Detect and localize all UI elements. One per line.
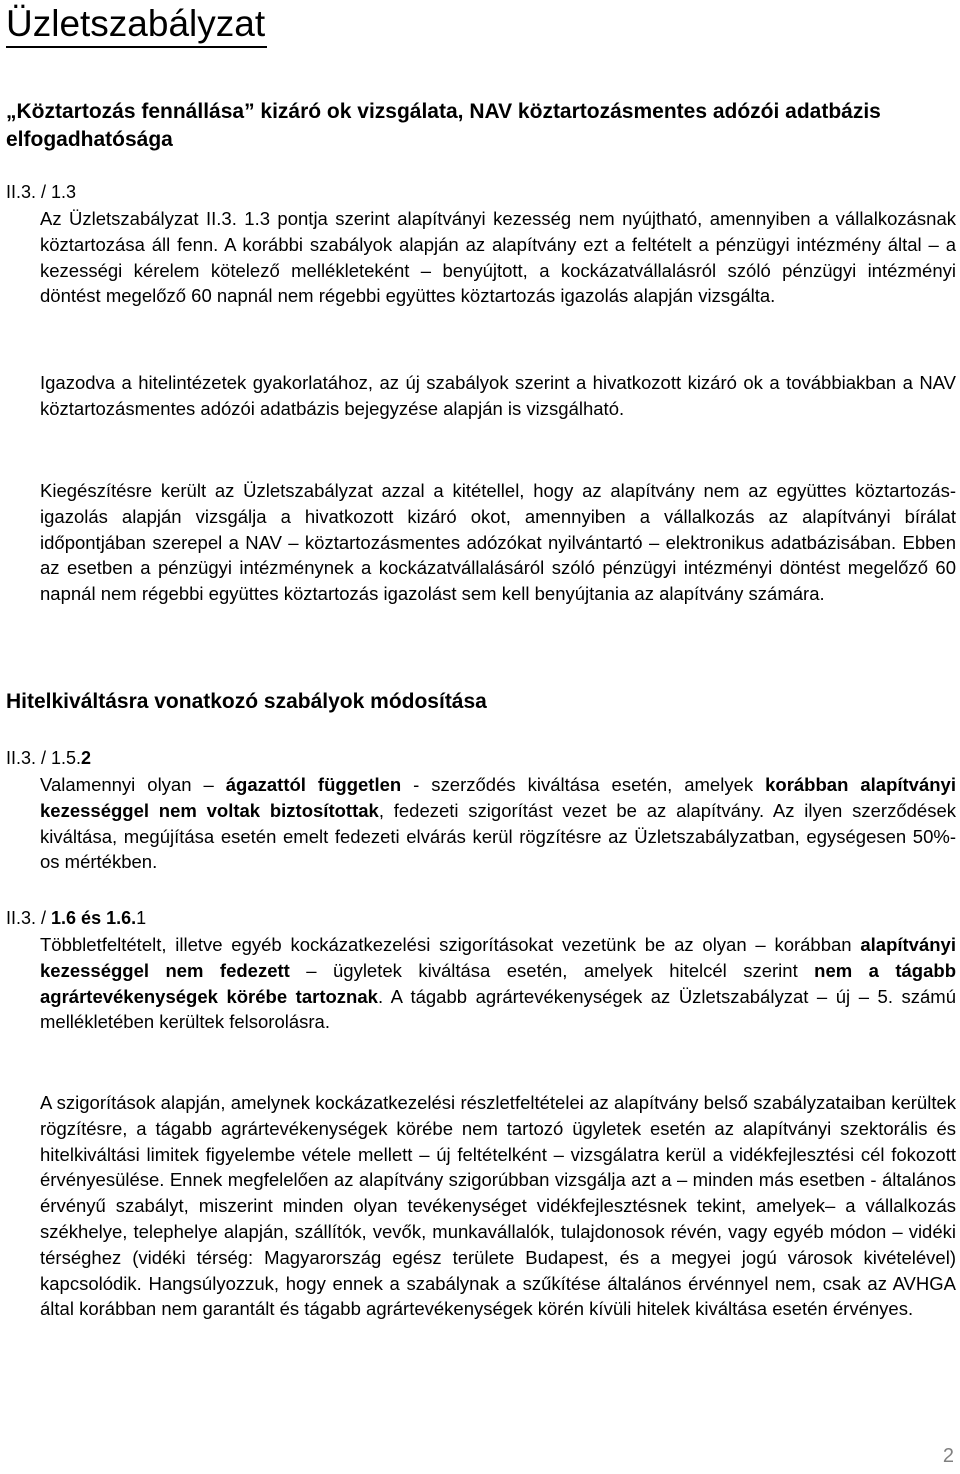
section-heading-refinancing: Hitelkiváltásra vonatkozó szabályok módosítása bbox=[6, 690, 487, 713]
reference-number: 2 bbox=[81, 748, 92, 768]
section-reference-3 bbox=[6, 906, 146, 930]
reference-number: 1.6 és 1.6. bbox=[51, 908, 137, 928]
paragraph-refinancing-rule bbox=[40, 772, 956, 875]
text-fragment: Többletfeltételt, illetve egyéb kockázatkezelési szigorításokat vezetünk be az olyan – korábban bbox=[40, 934, 861, 955]
paragraph-nav-database: Igazodva a hitelintézetek gyakorlatához, az új szabályok szerint a hivatkozott kizáró ok a továbbiakban a NAV köztartozásmentes adózói adatbázis bejegyzése alapján is vizsgálható. bbox=[40, 372, 956, 419]
paragraph-additional-conditions bbox=[40, 932, 956, 1035]
paragraph-tax-debt-rules: Az Üzletszabályzat II.3. 1.3 pontja szerint alapítványi kezesség nem nyújtható, amennyiben a vállalkozásnak köztartozása áll fenn. A korábbi szabályok alapján az alapítvány ezt a feltételt a pénzügyi intézmény által – a kezességi kérelem kötelező mellékleteként – benyújtott, a kockázatvállalásról szóló pénzügyi intézményi döntést megelőző 60 napnál nem régebbi együttes köztartozás igazolás alapján vizsgálta. bbox=[40, 208, 956, 307]
text-fragment: , fedezeti szigorítást vezet be az alapítvány. Az ilyen szerződések kiváltása, megújítása esetén emelt fedezeti elvárás kerül rögzítésre az Üzletszabályzatban, egységesen 50%-os mértékben. bbox=[40, 799, 956, 873]
bold-fragment: alapítványi kezességgel nem fedezett bbox=[40, 934, 956, 981]
bold-fragment: korábban alapítványi kezességgel nem voltak biztosítottak bbox=[40, 774, 956, 821]
reference-prefix: II.3. / 1.5. bbox=[6, 748, 82, 768]
section-reference-2 bbox=[6, 746, 91, 770]
text-fragment: – ügyletek kiváltása esetén, amelyek hitelcél szerint bbox=[289, 959, 815, 981]
bold-fragment: ágazattól független bbox=[225, 774, 402, 795]
page-number: 2 bbox=[942, 1445, 954, 1467]
section-heading-tax-debt: „Köztartozás fennállása” kizáró ok vizsgálata, NAV köztartozásmentes adózói adatbázis elfogadhatósága bbox=[6, 100, 881, 151]
paragraph-restrictions: A szigorítások alapján, amelynek kockázatkezelési részletfeltételei az alapítvány belső szabályzataiban kerültek rögzítésre, a tágabb agrártevékenységek körébe nem tartozó ügyletek esetén az alapítványi szektorális és hitelkiváltási limitek figyelembe vétele mellett – új feltételként – vizsgálatra kerül a vidékfejlesztési cél fokozott érvényesülése. Ennek megfelelően az alapítvány szigorúbban vizsgálja azt a – minden más esetben - általános érvényű szabályt, miszerint minden olyan tevékenységet vidékfejlesztésnek tekint, amelyek– a vállalkozás székhelye, telephelye alapján, szállítók, vevők, munkavállalók, tulajdonosok révén, vagy egyéb módon – vidéki térséghez (vidéki térség: Magyarország egész területe Budapest, és a megyei jogú városok kivételével) kapcsolódik. Hangsúlyozzuk, hogy ennek a szabálynak a szűkítése általános érvénnyel nem, csak az AVHGA által korábban nem garantált és tágabb agrártevékenységek körén kívüli hitelek kiváltása esetén érvényes. bbox=[40, 1092, 956, 1320]
section-reference-1: II.3. / 1.3 bbox=[6, 182, 77, 202]
reference-suffix: 1 bbox=[136, 908, 147, 928]
bold-fragment: nem a tágabb agrártevékenységek körébe tartoznak bbox=[40, 959, 956, 1007]
text-fragment: - szerződés kiváltása esetén, amelyek bbox=[401, 774, 766, 795]
reference-prefix: II.3. / bbox=[6, 908, 52, 928]
page-title: Üzletszabályzat bbox=[6, 2, 267, 48]
text-fragment: Valamennyi olyan – bbox=[40, 774, 226, 795]
text-fragment: . A tágabb agrártevékenységek az Üzletszabályzat – új – 5. számú mellékletében kerültek felsorolásra. bbox=[40, 985, 956, 1033]
paragraph-supplement: Kiegészítésre került az Üzletszabályzat azzal a kitétellel, hogy az alapítvány nem az együttes köztartozás-igazolás alapján vizsgálja a hivatkozott kizáró okot, amennyiben a vállalkozás az alapítványi bírálat időpontjában szerepel a NAV – köztartozásmentes adózókat nyilvántartó – elektronikus adatbázisában. Ebben az esetben a pénzügyi intézménynek a kockázatvállalásáról szóló pénzügyi intézményi döntést megelőző 60 napnál nem régebbi együttes köztartozás igazolást sem kell benyújtania az alapítvány számára. bbox=[40, 480, 956, 605]
